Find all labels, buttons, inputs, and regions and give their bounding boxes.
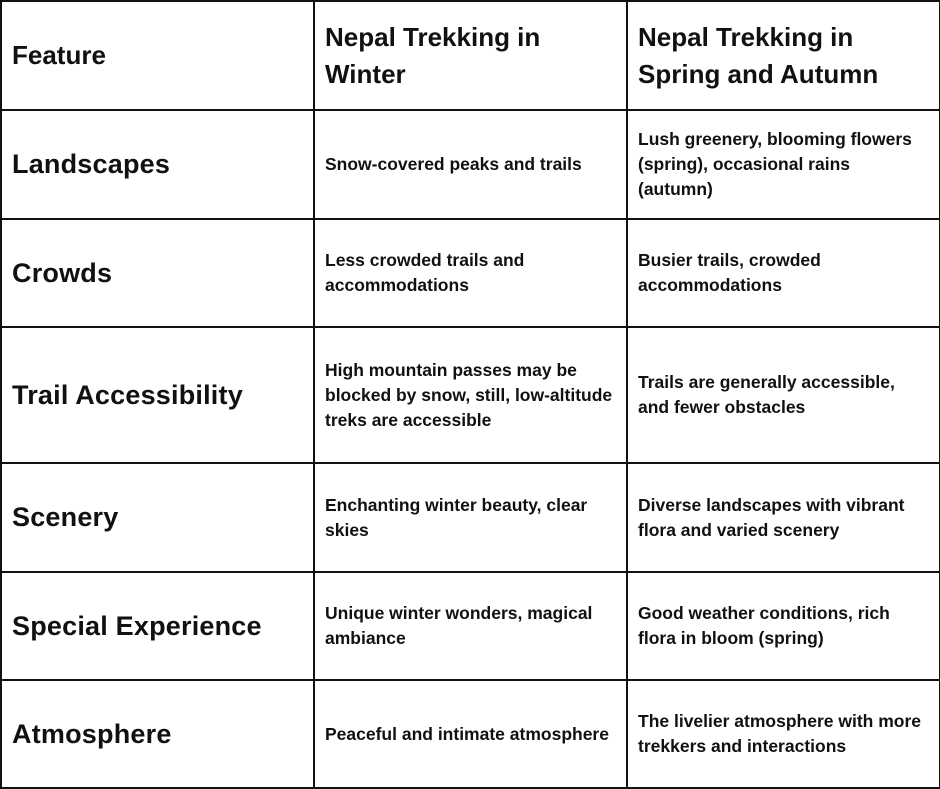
feature-label: Landscapes — [1, 110, 314, 219]
spring-autumn-cell: Busier trails, crowded accommodations — [627, 219, 940, 327]
header-winter: Nepal Trekking in Winter — [314, 1, 627, 110]
feature-label: Trail Accessibility — [1, 327, 314, 463]
spring-autumn-cell: Diverse landscapes with vibrant flora and varied scenery — [627, 463, 940, 572]
table-row — [1, 327, 940, 463]
feature-label: Crowds — [1, 219, 314, 327]
table-row — [1, 219, 940, 327]
header-feature: Feature — [1, 1, 314, 110]
spring-autumn-cell: Trails are generally accessible, and fewer obstacles — [627, 327, 940, 463]
feature-label: Special Experience — [1, 572, 314, 680]
feature-label: Atmosphere — [1, 680, 314, 788]
header-row — [1, 1, 940, 110]
feature-label: Scenery — [1, 463, 314, 572]
winter-cell: High mountain passes may be blocked by snow, still, low-altitude treks are accessible — [314, 327, 627, 463]
spring-autumn-cell: Lush greenery, blooming flowers (spring), occasional rains (autumn) — [627, 110, 940, 219]
winter-cell: Peaceful and intimate atmosphere — [314, 680, 627, 788]
spring-autumn-cell: The livelier atmosphere with more trekkers and interactions — [627, 680, 940, 788]
table-row — [1, 463, 940, 572]
table-row — [1, 110, 940, 219]
winter-cell: Snow-covered peaks and trails — [314, 110, 627, 219]
winter-cell: Unique winter wonders, magical ambiance — [314, 572, 627, 680]
winter-cell: Less crowded trails and accommodations — [314, 219, 627, 327]
table-row — [1, 680, 940, 788]
winter-cell: Enchanting winter beauty, clear skies — [314, 463, 627, 572]
header-spring-autumn: Nepal Trekking in Spring and Autumn — [627, 1, 940, 110]
table-row — [1, 572, 940, 680]
spring-autumn-cell: Good weather conditions, rich flora in bloom (spring) — [627, 572, 940, 680]
